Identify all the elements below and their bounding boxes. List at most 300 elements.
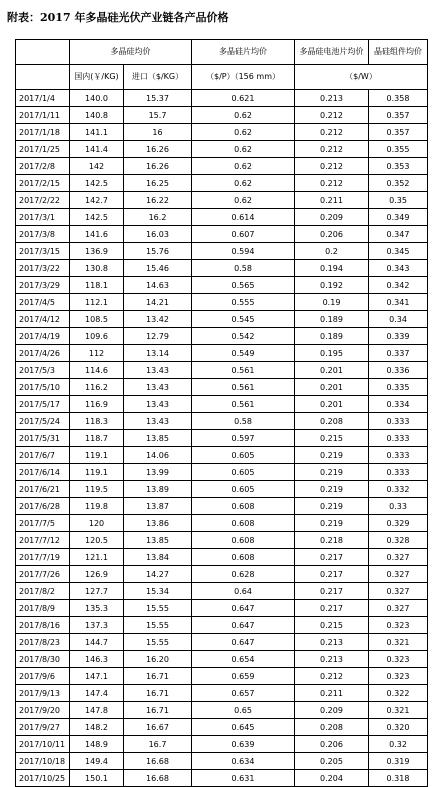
import-price-cell: 13.43: [124, 379, 192, 396]
table-row: [16, 770, 428, 787]
domestic-price-cell: 119.8: [70, 498, 124, 515]
table-row: [16, 753, 428, 770]
cell-price-cell: 0.208: [295, 413, 369, 430]
module-price-cell: 0.333: [369, 464, 428, 481]
cell-price-cell: 0.208: [295, 719, 369, 736]
date-cell: 2017/7/19: [16, 549, 70, 566]
module-price-cell: 0.323: [369, 651, 428, 668]
module-price-cell: 0.336: [369, 362, 428, 379]
cell-price-cell: 0.213: [295, 90, 369, 107]
wafer-price-cell: 0.65: [192, 702, 295, 719]
cell-price-cell: 0.19: [295, 294, 369, 311]
module-price-cell: 0.342: [369, 277, 428, 294]
wafer-price-cell: 0.561: [192, 396, 295, 413]
module-price-cell: 0.345: [369, 243, 428, 260]
domestic-price-cell: 147.4: [70, 685, 124, 702]
module-price-cell: 0.334: [369, 396, 428, 413]
import-price-cell: 15.76: [124, 243, 192, 260]
wafer-price-cell: 0.659: [192, 668, 295, 685]
table-row: [16, 651, 428, 668]
table-row: [16, 617, 428, 634]
import-unit-header: 进口（$/KG）: [124, 65, 192, 90]
domestic-price-cell: 137.3: [70, 617, 124, 634]
wafer-price-cell: 0.647: [192, 617, 295, 634]
import-price-cell: 15.55: [124, 600, 192, 617]
import-price-cell: 16.71: [124, 685, 192, 702]
import-price-cell: 15.55: [124, 617, 192, 634]
date-cell: 2017/5/10: [16, 379, 70, 396]
cell-price-cell: 0.217: [295, 549, 369, 566]
import-price-cell: 14.63: [124, 277, 192, 294]
wafer-price-cell: 0.549: [192, 345, 295, 362]
date-cell: 2017/1/18: [16, 124, 70, 141]
module-price-cell: 0.349: [369, 209, 428, 226]
header-row-2: [16, 65, 428, 90]
import-price-cell: 13.43: [124, 413, 192, 430]
date-cell: 2017/8/2: [16, 583, 70, 600]
import-price-cell: 13.99: [124, 464, 192, 481]
table-row: [16, 107, 428, 124]
module-price-cell: 0.323: [369, 668, 428, 685]
domestic-price-cell: 142.5: [70, 209, 124, 226]
module-price-cell: 0.327: [369, 549, 428, 566]
wafer-price-cell: 0.608: [192, 549, 295, 566]
wafer-price-cell: 0.64: [192, 583, 295, 600]
cell-price-cell: 0.217: [295, 600, 369, 617]
domestic-price-cell: 119.1: [70, 464, 124, 481]
domestic-unit-header: 国内(￥/KG): [70, 65, 124, 90]
domestic-price-cell: 144.7: [70, 634, 124, 651]
cell-price-cell: 0.206: [295, 736, 369, 753]
domestic-price-cell: 126.9: [70, 566, 124, 583]
domestic-price-cell: 120: [70, 515, 124, 532]
date-cell: 2017/5/24: [16, 413, 70, 430]
module-price-cell: 0.321: [369, 634, 428, 651]
date-cell: 2017/7/26: [16, 566, 70, 583]
table-row: [16, 532, 428, 549]
import-price-cell: 16.71: [124, 668, 192, 685]
table-row: [16, 328, 428, 345]
date-cell: 2017/8/16: [16, 617, 70, 634]
wafer-price-cell: 0.647: [192, 600, 295, 617]
header-corner-cell: [16, 40, 70, 65]
table-row: [16, 430, 428, 447]
cell-price-cell: 0.212: [295, 158, 369, 175]
table-row: [16, 158, 428, 175]
cell-price-cell: 0.218: [295, 532, 369, 549]
header-row-1: [16, 40, 428, 65]
date-cell: 2017/7/5: [16, 515, 70, 532]
wafer-price-header: 多晶硅片均价: [192, 40, 295, 65]
table-row: [16, 243, 428, 260]
wafer-price-cell: 0.647: [192, 634, 295, 651]
module-price-cell: 0.357: [369, 124, 428, 141]
wafer-price-cell: 0.545: [192, 311, 295, 328]
cell-price-cell: 0.215: [295, 430, 369, 447]
module-price-cell: 0.318: [369, 770, 428, 787]
wafer-price-cell: 0.634: [192, 753, 295, 770]
import-price-cell: 14.27: [124, 566, 192, 583]
wafer-price-cell: 0.62: [192, 141, 295, 158]
wafer-price-cell: 0.597: [192, 430, 295, 447]
cell-price-cell: 0.213: [295, 634, 369, 651]
module-price-cell: 0.357: [369, 107, 428, 124]
table-row: [16, 685, 428, 702]
table-row: [16, 447, 428, 464]
domestic-price-cell: 142: [70, 158, 124, 175]
import-price-cell: 13.84: [124, 549, 192, 566]
wafer-price-cell: 0.58: [192, 413, 295, 430]
table-row: [16, 175, 428, 192]
domestic-price-cell: 135.3: [70, 600, 124, 617]
domestic-price-cell: 108.5: [70, 311, 124, 328]
poly-price-header: 多晶硅均价: [70, 40, 192, 65]
domestic-price-cell: 136.9: [70, 243, 124, 260]
cell-price-cell: 0.219: [295, 481, 369, 498]
module-price-cell: 0.343: [369, 260, 428, 277]
import-price-cell: 16.68: [124, 753, 192, 770]
wafer-price-cell: 0.62: [192, 175, 295, 192]
import-price-cell: 12.79: [124, 328, 192, 345]
import-price-cell: 15.55: [124, 634, 192, 651]
import-price-cell: 13.85: [124, 430, 192, 447]
wafer-price-cell: 0.607: [192, 226, 295, 243]
wafer-price-cell: 0.631: [192, 770, 295, 787]
cell-price-cell: 0.2: [295, 243, 369, 260]
table-row: [16, 600, 428, 617]
wafer-price-cell: 0.605: [192, 447, 295, 464]
cell-price-cell: 0.201: [295, 379, 369, 396]
table-row: [16, 498, 428, 515]
date-cell: 2017/4/12: [16, 311, 70, 328]
module-price-cell: 0.35: [369, 192, 428, 209]
import-price-cell: 16.03: [124, 226, 192, 243]
wafer-price-cell: 0.621: [192, 90, 295, 107]
cell-price-cell: 0.209: [295, 209, 369, 226]
wafer-price-cell: 0.561: [192, 379, 295, 396]
table-row: [16, 294, 428, 311]
date-cell: 2017/3/15: [16, 243, 70, 260]
domestic-price-cell: 121.1: [70, 549, 124, 566]
import-price-cell: 13.42: [124, 311, 192, 328]
cell-price-cell: 0.204: [295, 770, 369, 787]
cell-price-cell: 0.212: [295, 124, 369, 141]
module-price-cell: 0.321: [369, 702, 428, 719]
module-price-cell: 0.328: [369, 532, 428, 549]
import-price-cell: 15.7: [124, 107, 192, 124]
domestic-price-cell: 150.1: [70, 770, 124, 787]
header-corner-cell: [16, 65, 70, 90]
cell-price-cell: 0.212: [295, 141, 369, 158]
import-price-cell: 16: [124, 124, 192, 141]
date-cell: 2017/10/18: [16, 753, 70, 770]
wafer-price-cell: 0.58: [192, 260, 295, 277]
wafer-price-cell: 0.608: [192, 498, 295, 515]
date-cell: 2017/4/19: [16, 328, 70, 345]
import-price-cell: 13.43: [124, 362, 192, 379]
module-price-cell: 0.320: [369, 719, 428, 736]
cell-price-cell: 0.192: [295, 277, 369, 294]
date-cell: 2017/4/5: [16, 294, 70, 311]
domestic-price-cell: 141.4: [70, 141, 124, 158]
cell-price-cell: 0.212: [295, 107, 369, 124]
import-price-cell: 14.21: [124, 294, 192, 311]
domestic-price-cell: 112.1: [70, 294, 124, 311]
table-row: [16, 362, 428, 379]
date-cell: 2017/2/22: [16, 192, 70, 209]
module-price-cell: 0.335: [369, 379, 428, 396]
domestic-price-cell: 119.1: [70, 447, 124, 464]
date-cell: 2017/4/26: [16, 345, 70, 362]
table-row: [16, 260, 428, 277]
date-cell: 2017/3/1: [16, 209, 70, 226]
domestic-price-cell: 130.8: [70, 260, 124, 277]
domestic-price-cell: 116.2: [70, 379, 124, 396]
date-cell: 2017/8/30: [16, 651, 70, 668]
table-row: [16, 413, 428, 430]
table-row: [16, 396, 428, 413]
table-row: [16, 702, 428, 719]
date-cell: 2017/2/15: [16, 175, 70, 192]
module-price-header: 晶硅组件均价: [369, 40, 428, 65]
date-cell: 2017/3/22: [16, 260, 70, 277]
domestic-price-cell: 148.2: [70, 719, 124, 736]
table-row: [16, 209, 428, 226]
import-price-cell: 16.22: [124, 192, 192, 209]
table-row: [16, 481, 428, 498]
import-price-cell: 13.14: [124, 345, 192, 362]
date-cell: 2017/10/11: [16, 736, 70, 753]
date-cell: 2017/6/14: [16, 464, 70, 481]
cell-price-cell: 0.219: [295, 498, 369, 515]
import-price-cell: 16.71: [124, 702, 192, 719]
module-price-cell: 0.327: [369, 600, 428, 617]
wafer-price-cell: 0.608: [192, 532, 295, 549]
wafer-price-cell: 0.542: [192, 328, 295, 345]
date-cell: 2017/3/8: [16, 226, 70, 243]
date-cell: 2017/2/8: [16, 158, 70, 175]
module-price-cell: 0.329: [369, 515, 428, 532]
module-price-cell: 0.34: [369, 311, 428, 328]
module-price-cell: 0.327: [369, 583, 428, 600]
cell-price-cell: 0.195: [295, 345, 369, 362]
domestic-price-cell: 146.3: [70, 651, 124, 668]
table-row: [16, 311, 428, 328]
date-cell: 2017/10/25: [16, 770, 70, 787]
cell-price-cell: 0.206: [295, 226, 369, 243]
domestic-price-cell: 118.3: [70, 413, 124, 430]
module-price-cell: 0.353: [369, 158, 428, 175]
wafer-price-cell: 0.62: [192, 107, 295, 124]
date-cell: 2017/7/12: [16, 532, 70, 549]
table-row: [16, 90, 428, 107]
table-row: [16, 379, 428, 396]
wafer-price-cell: 0.62: [192, 192, 295, 209]
import-price-cell: 13.87: [124, 498, 192, 515]
price-table: [15, 39, 428, 787]
module-price-cell: 0.32: [369, 736, 428, 753]
table-row: [16, 141, 428, 158]
domestic-price-cell: 116.9: [70, 396, 124, 413]
cell-price-cell: 0.201: [295, 362, 369, 379]
date-cell: 2017/9/20: [16, 702, 70, 719]
date-cell: 2017/3/29: [16, 277, 70, 294]
cell-price-cell: 0.209: [295, 702, 369, 719]
date-cell: 2017/1/25: [16, 141, 70, 158]
wafer-price-cell: 0.645: [192, 719, 295, 736]
module-price-cell: 0.352: [369, 175, 428, 192]
module-price-cell: 0.33: [369, 498, 428, 515]
table-row: [16, 124, 428, 141]
cell-price-cell: 0.189: [295, 311, 369, 328]
date-cell: 2017/5/31: [16, 430, 70, 447]
cell-price-cell: 0.217: [295, 583, 369, 600]
module-price-cell: 0.327: [369, 566, 428, 583]
cell-price-cell: 0.219: [295, 447, 369, 464]
table-row: [16, 277, 428, 294]
import-price-cell: 16.68: [124, 770, 192, 787]
cell-price-cell: 0.219: [295, 515, 369, 532]
wafer-price-cell: 0.62: [192, 124, 295, 141]
module-price-cell: 0.358: [369, 90, 428, 107]
date-cell: 2017/6/28: [16, 498, 70, 515]
import-price-cell: 13.86: [124, 515, 192, 532]
import-price-cell: 15.34: [124, 583, 192, 600]
module-price-cell: 0.323: [369, 617, 428, 634]
wafer-price-cell: 0.657: [192, 685, 295, 702]
date-cell: 2017/1/4: [16, 90, 70, 107]
domestic-price-cell: 142.7: [70, 192, 124, 209]
wafer-price-cell: 0.608: [192, 515, 295, 532]
cell-price-cell: 0.212: [295, 175, 369, 192]
domestic-price-cell: 140.8: [70, 107, 124, 124]
cell-price-cell: 0.215: [295, 617, 369, 634]
cell-price-cell: 0.211: [295, 192, 369, 209]
domestic-price-cell: 119.5: [70, 481, 124, 498]
domestic-price-cell: 120.5: [70, 532, 124, 549]
domestic-price-cell: 147.1: [70, 668, 124, 685]
wafer-price-cell: 0.628: [192, 566, 295, 583]
cell-price-cell: 0.201: [295, 396, 369, 413]
cell-price-cell: 0.219: [295, 464, 369, 481]
cell-price-cell: 0.211: [295, 685, 369, 702]
module-price-cell: 0.337: [369, 345, 428, 362]
import-price-cell: 13.89: [124, 481, 192, 498]
module-price-cell: 0.322: [369, 685, 428, 702]
import-price-cell: 14.06: [124, 447, 192, 464]
domestic-price-cell: 141.1: [70, 124, 124, 141]
cell-price-cell: 0.189: [295, 328, 369, 345]
cell-price-cell: 0.205: [295, 753, 369, 770]
date-cell: 2017/6/7: [16, 447, 70, 464]
domestic-price-cell: 148.9: [70, 736, 124, 753]
wafer-price-cell: 0.565: [192, 277, 295, 294]
date-cell: 2017/5/3: [16, 362, 70, 379]
table-row: [16, 736, 428, 753]
cell-price-cell: 0.212: [295, 668, 369, 685]
domestic-price-cell: 112: [70, 345, 124, 362]
wafer-price-cell: 0.605: [192, 464, 295, 481]
domestic-price-cell: 127.7: [70, 583, 124, 600]
table-row: [16, 668, 428, 685]
domestic-price-cell: 142.5: [70, 175, 124, 192]
import-price-cell: 15.46: [124, 260, 192, 277]
wafer-price-cell: 0.561: [192, 362, 295, 379]
wafer-price-cell: 0.639: [192, 736, 295, 753]
table-row: [16, 226, 428, 243]
table-row: [16, 464, 428, 481]
domestic-price-cell: 118.7: [70, 430, 124, 447]
import-price-cell: 13.43: [124, 396, 192, 413]
import-price-cell: 16.26: [124, 141, 192, 158]
wafer-price-cell: 0.654: [192, 651, 295, 668]
domestic-price-cell: 118.1: [70, 277, 124, 294]
wafer-price-cell: 0.62: [192, 158, 295, 175]
domestic-price-cell: 147.8: [70, 702, 124, 719]
table-row: [16, 192, 428, 209]
module-price-cell: 0.319: [369, 753, 428, 770]
wafer-price-cell: 0.555: [192, 294, 295, 311]
date-cell: 2017/8/23: [16, 634, 70, 651]
date-cell: 2017/9/27: [16, 719, 70, 736]
module-price-cell: 0.341: [369, 294, 428, 311]
import-price-cell: 13.85: [124, 532, 192, 549]
import-price-cell: 16.67: [124, 719, 192, 736]
domestic-price-cell: 140.0: [70, 90, 124, 107]
domestic-price-cell: 114.6: [70, 362, 124, 379]
date-cell: 2017/8/9: [16, 600, 70, 617]
module-price-cell: 0.347: [369, 226, 428, 243]
domestic-price-cell: 141.6: [70, 226, 124, 243]
wafer-price-cell: 0.594: [192, 243, 295, 260]
table-row: [16, 634, 428, 651]
import-price-cell: 16.26: [124, 158, 192, 175]
module-price-cell: 0.339: [369, 328, 428, 345]
wafer-price-cell: 0.614: [192, 209, 295, 226]
domestic-price-cell: 109.6: [70, 328, 124, 345]
table-row: [16, 566, 428, 583]
date-cell: 2017/9/6: [16, 668, 70, 685]
table-row: [16, 719, 428, 736]
date-cell: 2017/1/11: [16, 107, 70, 124]
module-price-cell: 0.333: [369, 430, 428, 447]
cell-price-cell: 0.217: [295, 566, 369, 583]
date-cell: 2017/9/13: [16, 685, 70, 702]
cell-price-cell: 0.213: [295, 651, 369, 668]
cell-price-header: 多晶硅电池片均价: [295, 40, 369, 65]
cell-module-unit-header: （$/W）: [295, 65, 428, 90]
date-cell: 2017/6/21: [16, 481, 70, 498]
import-price-cell: 16.20: [124, 651, 192, 668]
wafer-price-cell: 0.605: [192, 481, 295, 498]
module-price-cell: 0.355: [369, 141, 428, 158]
import-price-cell: 16.2: [124, 209, 192, 226]
domestic-price-cell: 149.4: [70, 753, 124, 770]
import-price-cell: 16.25: [124, 175, 192, 192]
table-row: [16, 515, 428, 532]
module-price-cell: 0.333: [369, 447, 428, 464]
table-row: [16, 583, 428, 600]
document-title: 附表：2017 年多晶硅光伏产业链各产品价格: [7, 11, 229, 24]
import-price-cell: 16.7: [124, 736, 192, 753]
module-price-cell: 0.333: [369, 413, 428, 430]
module-price-cell: 0.332: [369, 481, 428, 498]
date-cell: 2017/5/17: [16, 396, 70, 413]
table-row: [16, 345, 428, 362]
import-price-cell: 15.37: [124, 90, 192, 107]
table-row: [16, 549, 428, 566]
cell-price-cell: 0.194: [295, 260, 369, 277]
